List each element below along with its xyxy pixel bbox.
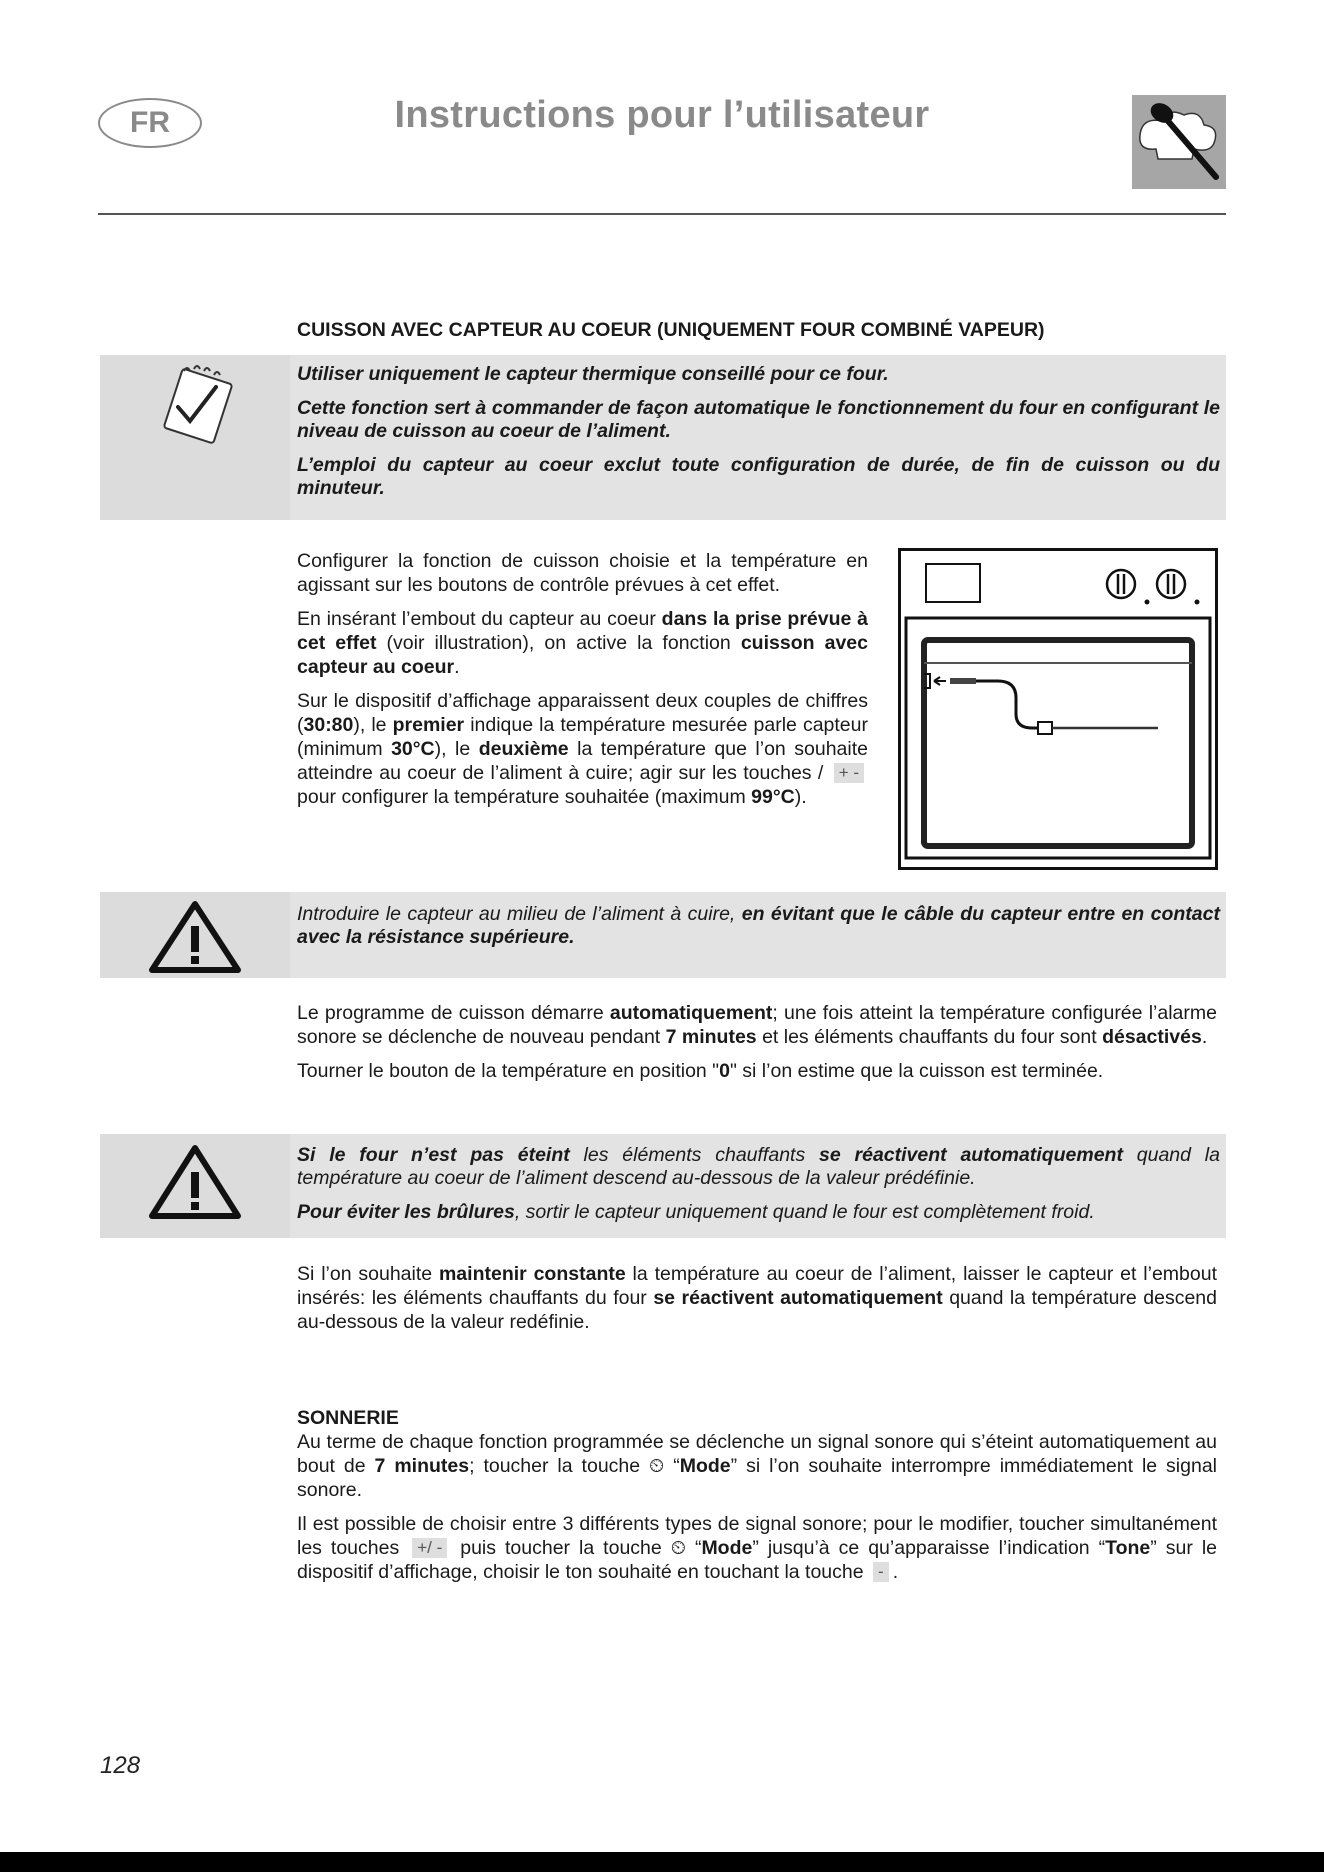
warning-band-2	[100, 1134, 1226, 1238]
plus-minus-key: +/ -	[412, 1538, 447, 1558]
language-label: FR	[130, 106, 170, 139]
warning-triangle-icon	[100, 1134, 290, 1238]
oven-probe-illustration	[898, 548, 1218, 870]
section-heading	[297, 318, 1217, 342]
warning-2-text: Si le four n’est pas éteint les éléments chauffants se réactivent automatiquement quand la température au coeur de l’aliment descend au-dessous de la valeur prédéfinie. Pour éviter les brûlures, sortir le capteur uniquement quand le four est complètement froid.	[297, 1144, 1220, 1223]
body-paragraph-3: Sur le dispositif d’affichage apparaissent deux couples de chiffres (30:80), le premier indique la température mesurée parle capteur (minimum 30°C), le deuxième la température que l’on souhaite atteindre au coeur de l’aliment à cuire; agir sur les touches / + -pour configurer la température souhaitée (maximum 99°C).	[297, 690, 868, 808]
warning-triangle-icon	[100, 892, 290, 978]
sonnerie-paragraph-1: Au terme de chaque fonction programmée se déclenche un signal sonore qui s’éteint automatiquement au bout de 7 minutes; toucher la touche ⏲ “Mode” si l’on souhaite interrompre immédiatement le signal sonore.	[297, 1431, 1218, 1501]
note-text	[297, 363, 1220, 511]
header-divider	[98, 213, 1226, 215]
note-band	[100, 355, 1226, 520]
chef-hat-spoon-icon	[1132, 95, 1226, 189]
page-number: 128	[100, 1752, 141, 1779]
note-icon-cell	[100, 355, 290, 520]
sonnerie-section	[297, 1406, 1217, 1594]
note-paragraph-3: L’emploi du capteur au coeur exclut toute configuration de durée, de fin de cuisson ou du minuteur.	[297, 454, 1220, 499]
clock-icon: ⏲	[649, 1455, 665, 1477]
warning-band-1	[100, 892, 1226, 978]
clock-icon: ⏲	[670, 1537, 686, 1559]
notepad-check-icon	[100, 355, 290, 520]
section1-body	[297, 549, 868, 819]
footer-bar	[0, 1852, 1324, 1872]
warning-1-text: Introduire le capteur au milieu de l’aliment à cuire, en évitant que le câble du capteur entre en contact avec la résistance supérieure.	[297, 903, 1220, 948]
sonnerie-heading: SONNERIE	[297, 1407, 399, 1429]
page-title: Instructions pour l’utilisateur	[394, 94, 930, 136]
section2-paragraph-1: Le programme de cuisson démarre automatiquement; une fois atteint la température configurée l’alarme sonore se déclenche de nouveau pendant 7 minutes et les éléments chauffants du four sont désactivés.	[297, 1002, 1217, 1048]
sonnerie-paragraph-2: Il est possible de choisir entre 3 différents types de signal sonore; pour le modifier, toucher simultanément les touches +/ - puis toucher la touche ⏲ “Mode” jusqu’à ce qu’apparaisse l’indication “Tone” sur le dispositif d’affichage, choisir le ton souhaité en touchant la touche - .	[297, 1513, 1218, 1583]
section2-paragraph-2: Tourner le bouton de la température en position "0" si l’on estime que la cuisson est terminée.	[297, 1060, 1104, 1082]
section3-body	[297, 1262, 1217, 1344]
plus-minus-key: + -	[834, 763, 864, 783]
section2-body	[297, 1001, 1217, 1093]
section-heading-text: CUISSON AVEC CAPTEUR AU COEUR (UNIQUEMENT FOUR COMBINÉ VAPEUR)	[297, 319, 1045, 341]
minus-key: -	[873, 1562, 889, 1582]
display-panel	[926, 564, 980, 602]
body-paragraph-2: En insérant l’embout du capteur au coeur dans la prise prévue à cet effet (voir illustration), on active la fonction cuisson avec capteur au coeur.	[297, 608, 868, 678]
note-paragraph-2: Cette fonction sert à commander de façon automatique le fonctionnement du four en configurant le niveau de cuisson au coeur de l’aliment.	[297, 397, 1220, 442]
note-paragraph-1: Utiliser uniquement le capteur thermique conseillé pour ce four.	[297, 363, 889, 385]
body-paragraph-1: Configurer la fonction de cuisson choisie et la température en agissant sur les boutons de contrôle prévues à cet effet.	[297, 550, 868, 596]
section3-paragraph-1: Si l’on souhaite maintenir constante la température au coeur de l’aliment, laisser le capteur et l’embout insérés: les éléments chauffants du four se réactivent automatiquement quand la température descend au-dessous de la valeur redéfinie.	[297, 1263, 1218, 1333]
